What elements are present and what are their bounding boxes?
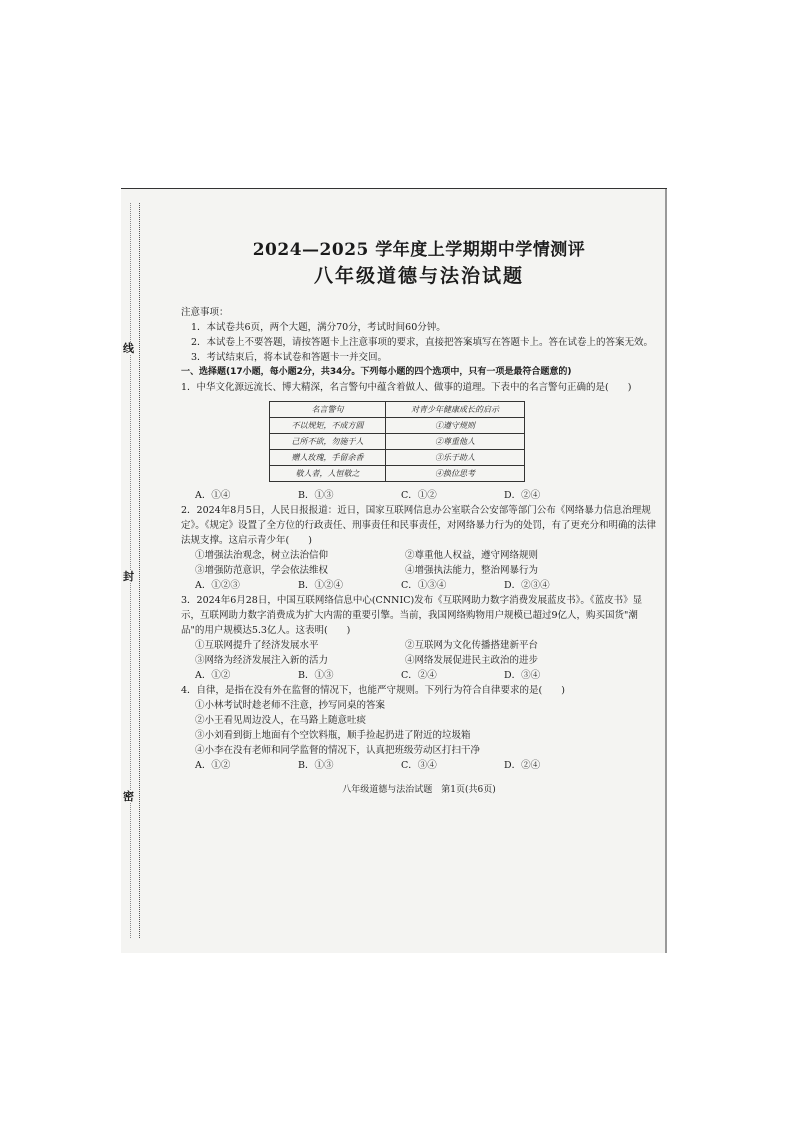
choice-4: ④小李在没有老师和同学监督的情况下，认真把班级劳动区打扫干净 (195, 745, 481, 756)
option-c: C．①② (401, 490, 437, 501)
option-a: A．①④ (195, 490, 231, 501)
exam-sheet (181, 239, 657, 798)
table-cell: 不以规矩，不成方圆 (270, 418, 386, 434)
page-edge (665, 189, 667, 953)
question-1-stem: 1．中华文化源远流长、博大精深，名言警句中蕴含着做人、做事的道理。下表中的名言警句正确的是( ) (181, 382, 632, 393)
choice-1: ①增强法治观念，树立法治信仰 (195, 550, 329, 561)
binding-dotted-line (139, 203, 140, 938)
table-cell: 赠人玫瑰，手留余香 (270, 450, 386, 466)
table-header: 对青少年健康成长的启示 (386, 402, 525, 418)
table-row (270, 418, 525, 434)
option-b: B．①②④ (298, 580, 343, 591)
choice-3: ③增强防范意识，学会依法维权 (195, 565, 329, 576)
option-c: C．③④ (401, 760, 437, 771)
table-row (270, 450, 525, 466)
choice-1: ①小林考试时趁老师不注意，抄写同桌的答案 (195, 700, 386, 711)
table-cell: ①遵守规则 (386, 418, 525, 434)
page-footer: 八年级道德与法治试题 第1页(共6页) (342, 785, 496, 795)
binding-mark-feng: 封 (123, 570, 134, 583)
option-a: A．①②③ (195, 580, 240, 591)
question-3-options (181, 668, 657, 683)
choice-2: ②尊重他人权益，遵守网络规则 (405, 550, 539, 561)
notice-item: 2．本试卷上不要答题，请按答题卡上注意事项的要求，直接把答案填写在答题卡上。答在试卷上的答案无效。 (191, 337, 654, 348)
question-2-options (181, 578, 657, 593)
choice-1: ①互联网提升了经济发展水平 (195, 640, 319, 651)
table-cell: ③乐于助人 (386, 450, 525, 466)
option-a: A．①② (195, 760, 231, 771)
scanned-page (121, 188, 667, 953)
table-cell: 己所不欲，勿施于人 (270, 434, 386, 450)
section-heading: 一、选择题(17小题，每小题2分，共34分。下列每小题的四个选项中，只有一项是最符合题意的) (181, 367, 572, 377)
option-d: D．②④ (504, 490, 541, 501)
exam-title-subject: 八年级道德与法治试题 (313, 265, 524, 287)
question-2-choices (181, 563, 657, 578)
table-cell: ②尊重他人 (386, 434, 525, 450)
choice-3: ③网络为经济发展注入新的活力 (195, 655, 329, 666)
choice-2: ②小王看见周边没人，在马路上随意吐痰 (195, 715, 367, 726)
option-b: B．①③ (298, 760, 334, 771)
table-header: 名言警句 (270, 402, 386, 418)
option-a: A．①② (195, 670, 231, 681)
option-d: D．③④ (504, 670, 541, 681)
question-3-stem: 3．2024年6月28日，中国互联网络信息中心(CNNIC)发布《互联网助力数字消费发展蓝皮书》。《蓝皮书》显示，互联网助力数字消费成为扩大内需的重要引擎。当前，我国网络购物用户规模已超过9亿人，购买国货"潮品"的用户规模达5.3亿人。这表明( ) (181, 595, 643, 636)
table-cell: ④换位思考 (386, 466, 525, 482)
question-4-options (181, 758, 657, 773)
table-cell: 敬人者，人恒敬之 (270, 466, 386, 482)
binding-margin (121, 203, 147, 938)
option-d: D．②③④ (504, 580, 550, 591)
table-row (270, 466, 525, 482)
question-3-choices (181, 638, 657, 653)
option-d: D．②④ (504, 760, 541, 771)
notice-item: 1．本试卷共6页，两个大题，满分70分，考试时间60分钟。 (191, 322, 446, 333)
question-1-table (269, 401, 525, 482)
question-1-options (181, 488, 657, 503)
binding-mark-xian: 线 (123, 342, 134, 355)
choice-4: ④增强执法能力，整治网暴行为 (405, 565, 539, 576)
notice-item: 3．考试结束后，将本试卷和答题卡一并交回。 (191, 352, 388, 363)
option-b: B．①③ (298, 670, 334, 681)
question-4-stem: 4．自律，是指在没有外在监督的情况下，也能严守规则。下列行为符合自律要求的是( ) (181, 685, 565, 696)
exam-title-year: 2024—2025 学年度上学期期中学情测评 (252, 240, 586, 260)
binding-mark-mi: 密 (123, 790, 134, 803)
choice-4: ④网络发展促进民主政治的进步 (405, 655, 539, 666)
question-2-stem: 2．2024年8月5日，人民日报报道：近日，国家互联网信息办公室联合公安部等部门公布《网络暴力信息治理规定》。《规定》设置了全方位的行政责任、刑事责任和民事责任，对网络暴力行为的处罚，有了更充分和明确的法律法规支撑。这启示青少年( ) (181, 505, 657, 546)
notice-heading: 注意事项： (181, 307, 229, 318)
choice-3: ③小刘看到街上地面有个空饮料瓶，顺手捡起扔进了附近的垃圾箱 (195, 730, 471, 741)
option-c: C．②④ (401, 670, 437, 681)
table-row (270, 434, 525, 450)
option-b: B．①③ (298, 490, 334, 501)
choice-2: ②互联网为文化传播搭建新平台 (405, 640, 539, 651)
question-2-choices (181, 548, 657, 563)
question-3-choices (181, 653, 657, 668)
option-c: C．①③④ (401, 580, 447, 591)
